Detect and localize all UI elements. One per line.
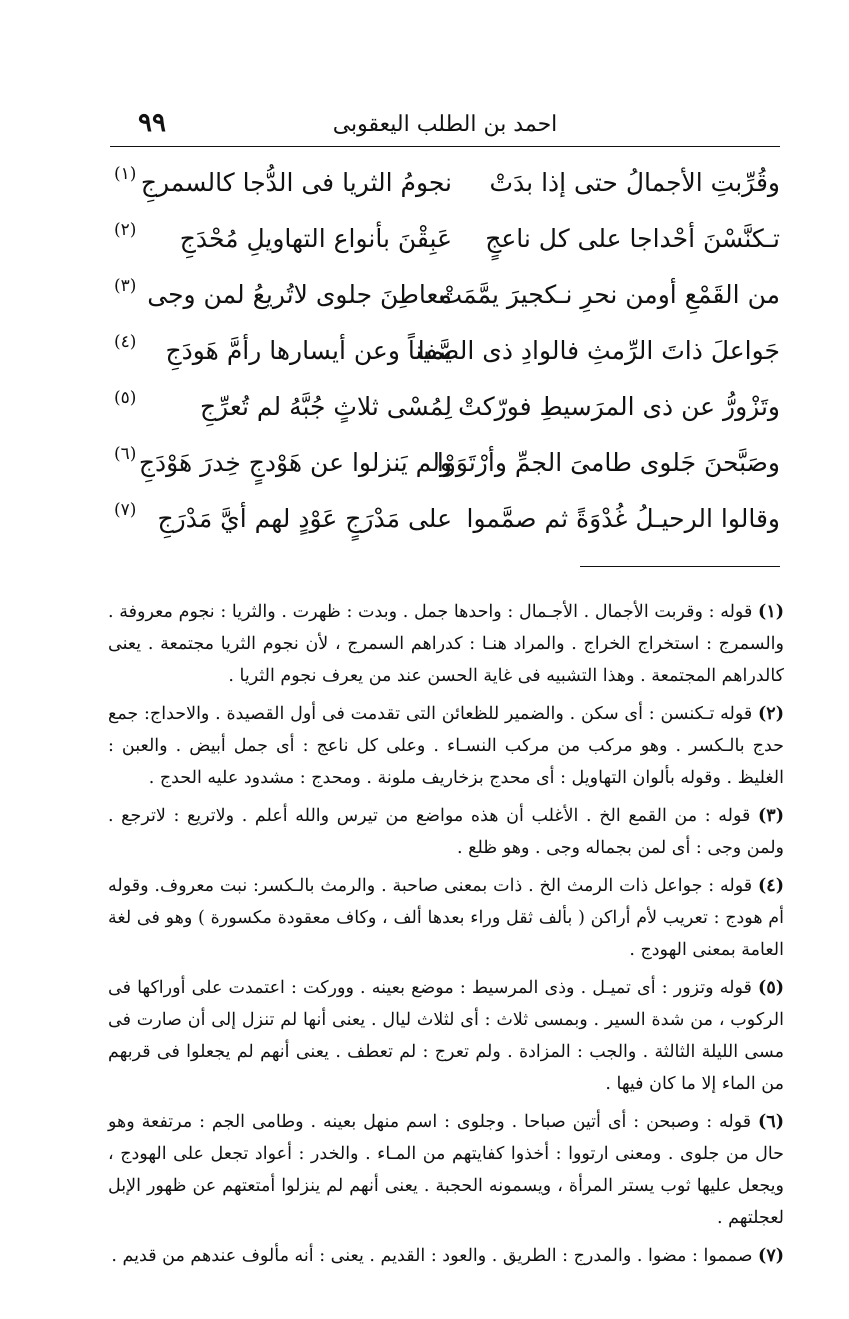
- verse-second-hemistich: يميناً وعن أيسارها رأمَّ هَودَجِ: [165, 336, 452, 365]
- verse-line: [110, 496, 780, 552]
- verse-line: [110, 440, 780, 496]
- verse-second-hemistich: لِمُسْى ثلاثٍ جُبَّهُ لم تُعرِّجِ: [199, 392, 452, 421]
- footnote: [108, 800, 784, 864]
- footnote-number: (٦): [758, 1112, 784, 1132]
- verse-line: [110, 384, 780, 440]
- footnote-number: (٧): [758, 1246, 784, 1266]
- footnote-text: قوله : وصبحن : أى أتين صباحا . وجلوى : اسم منهل بعينه . وطامى الجم : مرتفعة وهو حال من جلوى . ومعنى ارتووا : أخذوا كفايتهم من المـاء . والخدر : أعواد تجعل على الهودج ، ويجعل عليها ثوب يستر المرأة ، ويسمونه الحجبة . يعنى أنهم لم ينزلوا أمتعتهم عن ظهور الإبل لعجلتهم .: [108, 1112, 784, 1228]
- footnote: [108, 972, 784, 1100]
- header-title: احمد بن الطلب اليعقوبى: [332, 112, 558, 137]
- footnote: [108, 870, 784, 966]
- footnote: [108, 698, 784, 794]
- verse-second-hemistich: ولم يَنزلوا عن هَوْدجٍ خِدرَ هَوْدَجِ: [138, 448, 452, 477]
- verse-line: [110, 216, 780, 272]
- verse-footnote-marker: (٧): [114, 500, 137, 520]
- verse-footnote-marker: (٣): [114, 276, 137, 296]
- footnote: [108, 1240, 784, 1272]
- verse-first-hemistich: من القَمْعِ أومن نحرِ نـكجيرَ يمَّمَتْ: [438, 280, 780, 309]
- footnote-separator: [580, 566, 780, 567]
- poem-verses: [110, 160, 780, 552]
- verse-second-hemistich: معاطِنَ جلوى لاتُريعُ لمن وجى: [147, 280, 452, 309]
- footnotes: [108, 596, 784, 1278]
- running-header: [110, 106, 780, 147]
- footnote-number: (٢): [758, 704, 784, 724]
- footnote-number: (٣): [758, 806, 784, 826]
- verse-footnote-marker: (١): [114, 164, 137, 184]
- footnote-text: صمموا : مضوا . والمدرج : الطريق . والعود : القديم . يعنى : أنه مألوف عندهم من قديم .: [111, 1246, 753, 1266]
- verse-line: [110, 160, 780, 216]
- footnote-text: قوله : من القمع الخ . الأغلب أن هذه مواضع من تيرس والله أعلم . ولاتريع : لاترجع . ولمن وجى : أى لمن بجماله وجى . وهو ظلع .: [108, 806, 784, 858]
- verse-first-hemistich: وقُرِّبتِ الأجمالُ حتى إذا بدَتْ: [489, 168, 780, 197]
- verse-first-hemistich: وصَبَّحنَ جَلوى طامىَ الجمِّ وأرْتَوَوْا: [436, 448, 780, 477]
- verse-footnote-marker: (٢): [114, 220, 137, 240]
- verse-second-hemistich: عَبِقْنَ بأنواع التهاويلِ مُحْدَجِ: [179, 224, 452, 253]
- footnote-text: قوله تـكنسن : أى سكن . والضمير للظعائن التى تقدمت فى أول القصيدة . والاحداج: جمع حدج بالـكسر . وهو مركب من مركب النسـاء . وعلى كل ناعج : أى جمل أبيض . والعبن : الغليظ . وقوله بألوان التهاويل : أى محدج بزخاريف ملونة . ومحدج : مشدود عليه الحدج .: [108, 704, 784, 788]
- verse-first-hemistich: وتَزْورُّ عن ذى المرَسيطِ فورّكتْ: [458, 392, 780, 421]
- footnote: [108, 1106, 784, 1234]
- verse-footnote-marker: (٥): [114, 388, 137, 408]
- verse-footnote-marker: (٦): [114, 444, 137, 464]
- footnote-text: قوله : جواعل ذات الرمث الخ . ذات بمعنى صاحبة . والرمث بالـكسر: نبت معروف. وقوله أم هودج : تعريب لأم أراكن ( بألف ثقل وراء بعدها ألف ، وكاف معقودة مكسورة ) وهو فى لغة العامة بمعنى الهودج .: [108, 876, 784, 960]
- footnote-text: قوله وتزور : أى تميـل . وذى المرسيط : موضع بعينه . وورکت : اعتمدت على أوراكها فى الركوب ، من شدة السير . وبمسى ثلاث : أى لثلاث ليال . يعنى أنها لم تنزل إلى أن صارت فى مسى الليلة الثالثة . والجب : المزادة . ولم تعرج : لم تعطف . يعنى أنهم لم يجعلوا فى قربهم من الماء إلا ما كان فيها .: [108, 978, 784, 1094]
- verse-second-hemistich: على مَدْرَجٍ عَوْدٍ لهم أيَّ مَدْرَجِ: [157, 504, 452, 533]
- footnote-number: (٥): [758, 978, 784, 998]
- verse-first-hemistich: جَواعلَ ذاتَ الرِّمثِ فالوادِ ذى الصَّفا: [417, 336, 780, 365]
- page-number: ٩٩: [138, 108, 166, 138]
- verse-footnote-marker: (٤): [114, 332, 137, 352]
- verse-line: [110, 328, 780, 384]
- footnote-text: قوله : وقربت الأجمال . الأجـمال : واحدها جمل . وبدت : ظهرت . والثريا : نجوم معروفة . والسمرج : استخراج الخراج . والمراد هنـا : كدراهم السمرج ، لأن نجوم الثريا مجتمعة . يعنى كالدراهم المجتمعة . وهذا التشبيه فى غاية الحسن عند من يعرف نجوم الثريا .: [108, 602, 784, 686]
- verse-line: [110, 272, 780, 328]
- footnote-number: (٤): [758, 876, 784, 896]
- footnote: [108, 596, 784, 692]
- verse-second-hemistich: نجومُ الثريا فى الدُّجا كالسمرجِ: [140, 168, 452, 197]
- verse-first-hemistich: تـكنَّسْنَ أحْداجا على كل ناعجٍ: [485, 224, 780, 253]
- verse-first-hemistich: وقالوا الرحيـلُ غُدْوَةً ثم صمَّموا: [466, 504, 780, 533]
- footnote-number: (١): [758, 602, 784, 622]
